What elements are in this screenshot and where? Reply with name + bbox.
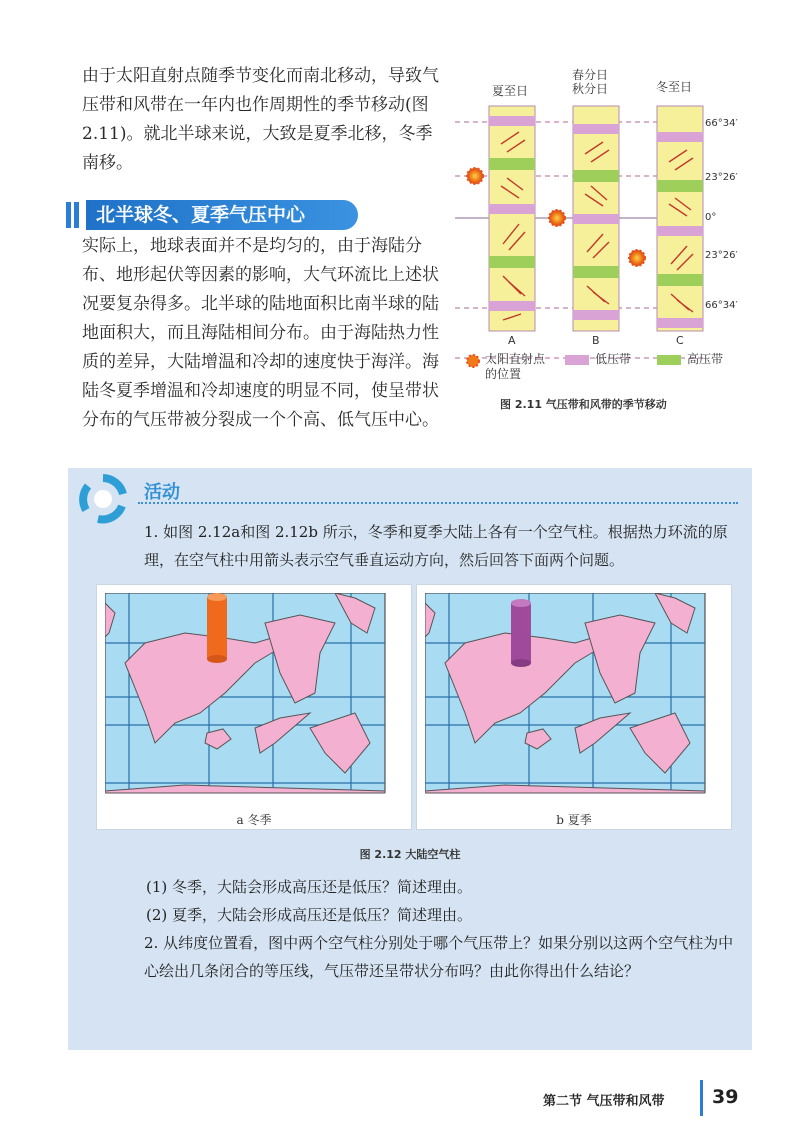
heading-bar-decoration <box>74 202 79 228</box>
latitude-label: 23°26′ <box>705 172 738 183</box>
section-title: 北半球冬、夏季气压中心 <box>86 200 358 230</box>
sun-marker-a <box>467 168 483 184</box>
column-head-b: 春分日 秋分日 <box>571 68 608 96</box>
section-body-paragraph: 实际上，地球表面并不是均匀的，由于海陆分布、地形起伏等因素的影响，大气环流比上述状况要复杂得多。北半球的陆地面积比南半球的陆地面积大，而且海陆相间分布。由于海陆热力性质的差异，大陆增温和冷却的速度快于海洋。海陆冬夏季增温和冷却速度的明显不同，使呈带状分布的气压带被分裂成一个个高、低气压中心。 <box>82 236 439 430</box>
latitude-label: 66°34′ <box>705 300 738 311</box>
world-map-b <box>425 593 725 799</box>
activity-divider <box>138 502 738 504</box>
section-heading <box>66 200 358 232</box>
activity-title: 活动 <box>144 482 180 503</box>
page-number: 39 <box>712 1086 739 1108</box>
latitude-label: 23°26′ <box>705 250 738 261</box>
footer-divider <box>700 1080 703 1116</box>
column-letter-c: C <box>676 334 684 347</box>
map-a-caption: a 冬季 <box>236 813 272 827</box>
column-letter-a: A <box>508 334 516 347</box>
column-letter-b: B <box>592 334 600 347</box>
column-b <box>573 106 619 331</box>
world-map-a <box>105 593 405 799</box>
activity-cycle-icon <box>76 472 130 526</box>
sub-question-2: (2) 夏季，大陆会形成高压还是低压？简述理由。 <box>146 906 473 924</box>
column-head-c: 冬至日 <box>655 80 692 94</box>
sun-legend-icon <box>465 353 481 369</box>
column-c <box>657 106 703 331</box>
figure-2-11 <box>455 62 755 422</box>
figure-2-11-caption: 图 2.11 气压带和风带的季节移动 <box>500 398 667 411</box>
air-column-winter <box>207 593 227 663</box>
heading-bar-decoration <box>66 202 71 228</box>
map-winter <box>96 584 412 830</box>
legend-high-label: 高压带 <box>687 352 724 366</box>
latitude-label: 0° <box>705 212 717 223</box>
sun-marker-b <box>549 210 565 226</box>
low-pressure-swatch <box>565 355 589 365</box>
legend-low-label: 低压带 <box>595 352 632 366</box>
column-head-a: 夏至日 <box>491 84 528 98</box>
activity-box <box>68 468 752 1050</box>
map-b-caption: b 夏季 <box>556 813 592 827</box>
footer-section-title: 第二节 气压带和风带 <box>543 1094 665 1109</box>
question-2: 2. 从纬度位置看，图中两个空气柱分别处于哪个气压带上？如果分别以这两个空气柱为中心绘出几条闭合的等压线，气压带还呈带状分布吗？由此你得出什么结论？ <box>144 934 734 980</box>
intro-paragraph: 由于太阳直射点随季节变化而南北移动，导致气压带和风带在一年内也作周期性的季节移动(图 2.11)。就北半球来说，大致是夏季北移，冬季南移。 <box>82 66 439 173</box>
column-a <box>489 106 535 331</box>
question-1: 1. 如图 2.12a和图 2.12b 所示，冬季和夏季大陆上各有一个空气柱。根据热力环流的原理，在空气柱中用箭头表示空气垂直运动方向，然后回答下面两个问题。 <box>144 523 728 569</box>
sun-marker-c <box>629 250 645 266</box>
air-column-summer <box>511 599 531 667</box>
map-summer <box>416 584 732 830</box>
legend-sun-label: 太阳直射点的位置 <box>485 352 546 381</box>
latitude-label: 66°34′ <box>705 118 738 129</box>
high-pressure-swatch <box>657 355 681 365</box>
figure-2-12-caption: 图 2.12 大陆空气柱 <box>359 848 461 861</box>
sub-question-1: (1) 冬季，大陆会形成高压还是低压？简述理由。 <box>146 878 473 896</box>
